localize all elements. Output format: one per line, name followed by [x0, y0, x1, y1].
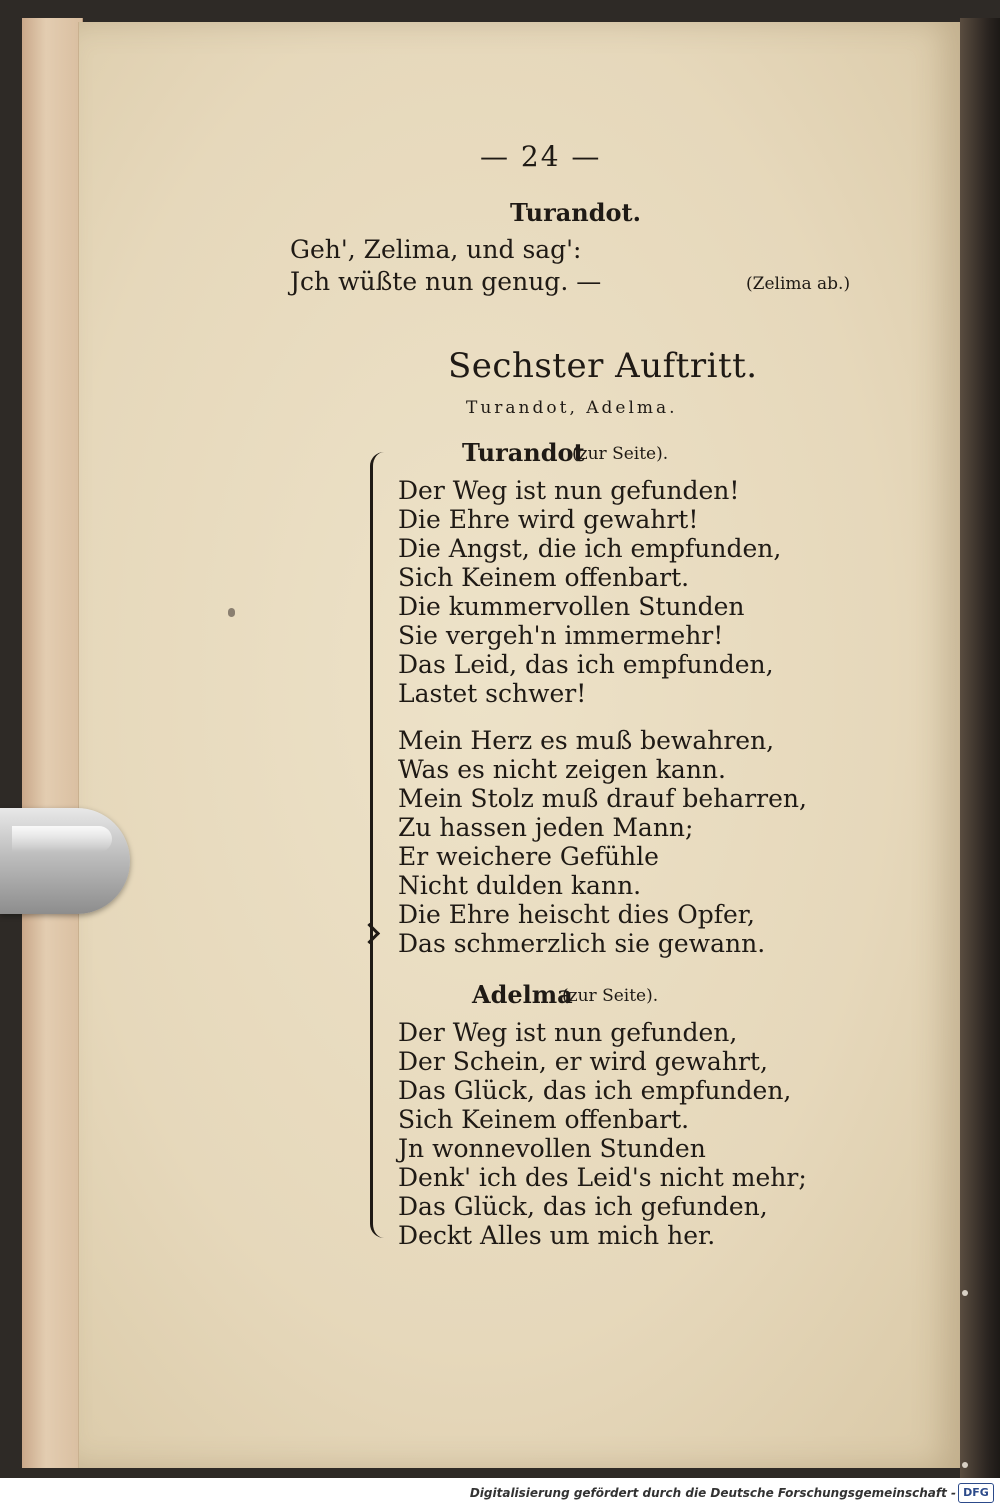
verse-line: Die kummervollen Stunden	[398, 592, 745, 621]
verse-line: Was es nicht zeigen kann.	[398, 755, 726, 784]
speaker-adelma: Adelma	[472, 980, 573, 1009]
ink-spot	[228, 608, 235, 617]
digitization-credit: Digitalisierung gefördert durch die Deutsche Forschungsgemeinschaft -	[469, 1486, 956, 1500]
verse-line: Das Leid, das ich empfunden,	[398, 650, 774, 679]
stage-direction: (Zelima ab.)	[746, 274, 851, 294]
verse-line: Sich Keinem offenbart.	[398, 1105, 690, 1134]
verse-line: Geh', Zelima, und sag':	[290, 235, 582, 264]
scene-heading: Sechster Auftritt.	[448, 346, 758, 386]
verse-line: Sie vergeh'n immermehr!	[398, 621, 724, 650]
verse-line: Das Glück, das ich gefunden,	[398, 1192, 768, 1221]
binding-hole	[962, 1462, 968, 1468]
verse-line: Der Weg ist nun gefunden!	[398, 476, 740, 505]
book-spine	[960, 18, 1000, 1478]
verse-line: Das schmerzlich sie gewann.	[398, 929, 766, 958]
book-page-edges	[22, 18, 83, 1468]
page-clip	[0, 808, 130, 914]
verse-line: Zu hassen jeden Mann;	[398, 813, 694, 842]
verse-line: Mein Stolz muß drauf beharren,	[398, 784, 807, 813]
speaker-turandot: Turandot	[462, 438, 585, 467]
stage-direction: (zur Seite).	[562, 986, 659, 1006]
verse-line: Die Ehre heischt dies Opfer,	[398, 900, 755, 929]
verse-line: Der Weg ist nun gefunden,	[398, 1018, 738, 1047]
verse-line: Lastet schwer!	[398, 679, 587, 708]
verse-line: Das Glück, das ich empfunden,	[398, 1076, 792, 1105]
binding-hole	[962, 1290, 968, 1296]
verse-line: Deckt Alles um mich her.	[398, 1221, 716, 1250]
verse-line: Nicht dulden kann.	[398, 871, 642, 900]
speaker-turandot: Turandot.	[510, 198, 641, 227]
verse-line: Jn wonnevollen Stunden	[398, 1134, 706, 1163]
verse-brace	[370, 452, 387, 1238]
cast-list: Turandot, Adelma.	[466, 398, 678, 418]
verse-line: Mein Herz es muß bewahren,	[398, 726, 775, 755]
dfg-logo: DFG	[958, 1483, 994, 1503]
verse-line: Die Ehre wird gewahrt!	[398, 505, 699, 534]
verse-line: Sich Keinem offenbart.	[398, 563, 690, 592]
verse-line: Jch wüßte nun genug. —	[290, 267, 602, 296]
page-clip-highlight	[12, 826, 112, 852]
verse-line: Der Schein, er wird gewahrt,	[398, 1047, 768, 1076]
verse-line: Die Angst, die ich empfunden,	[398, 534, 782, 563]
verse-line: Er weichere Gefühle	[398, 842, 659, 871]
page-number: — 24 —	[480, 140, 602, 173]
verse-line: Denk' ich des Leid's nicht mehr;	[398, 1163, 807, 1192]
stage-direction: (zur Seite).	[572, 444, 669, 464]
